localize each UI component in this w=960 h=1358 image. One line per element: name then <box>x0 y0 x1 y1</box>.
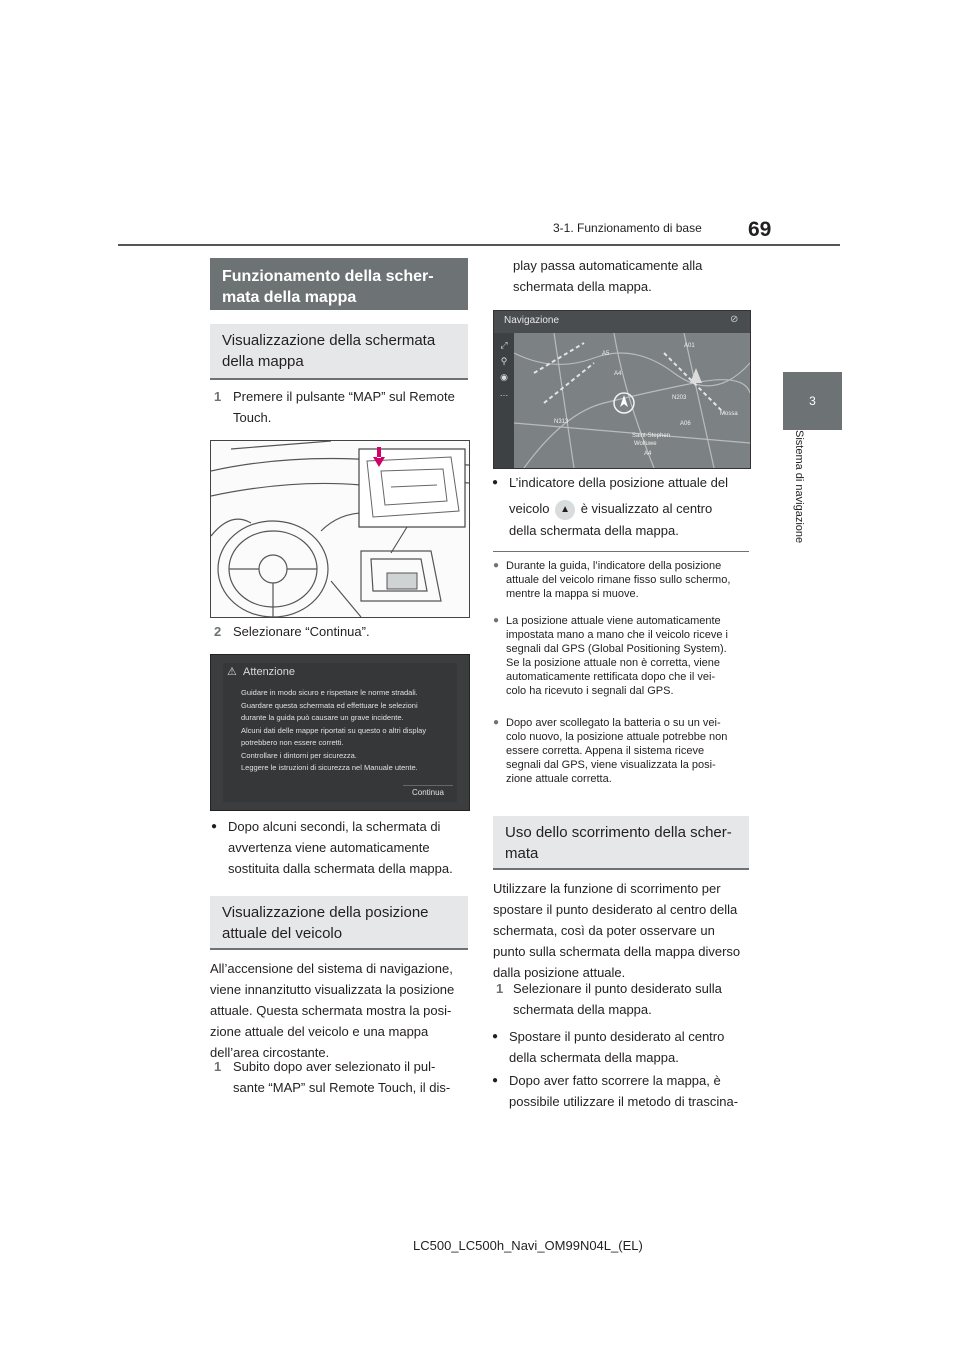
subsection-screen-scroll: Uso dello scorrimento della scher- mata <box>493 816 749 870</box>
subsection-current-position: Visualizzazione della posizione attuale del veicolo <box>210 896 468 950</box>
destination-icon[interactable]: ◉ <box>500 372 508 382</box>
step-3-number: 1 <box>214 1059 222 1074</box>
chapter-title: Sistema di navigazione <box>793 430 805 544</box>
continue-button[interactable]: Continua <box>403 785 453 800</box>
dialog-line: potrebbero non essere corretti. <box>241 738 344 747</box>
step-4-number: 1 <box>496 981 504 996</box>
section-title: 3-1. Funzionamento di base <box>553 221 702 235</box>
bullet-vehicle-indicator: ● L’indicatore della posizione attuale del veicolo ▲ è visualizzato al centro della schermata della mappa. <box>509 472 749 541</box>
dialog-line: Guardare questa schermata ed effettuare le selezioni <box>241 700 418 710</box>
dialog-line: Guidare in modo sicuro e rispettare le norme stradali. <box>241 688 418 697</box>
bullet-drag-method: ● Dopo aver fatto scorrere la mappa, è possibile utilizzare il metodo di trascina- <box>509 1070 753 1112</box>
map-title: Navigazione <box>504 315 560 326</box>
step-2-number: 2 <box>214 624 222 639</box>
note-3: ● Dopo aver scollegato la batteria o su un vei- colo nuovo, la posizione attuale potrebbe non essere corretta. Appena il sistema riceve segnali dal GPS, viene visualizzata la posi- zione attuale corretta. <box>506 716 750 786</box>
dialog-line: durante la guida può causare un grave incidente. <box>241 713 404 722</box>
document-code-footer: LC500_LC500h_Navi_OM99N04L_(EL) <box>413 1238 643 1253</box>
gps-status-icon: ⊘ <box>730 314 739 325</box>
dialog-line: Leggere le istruzioni di sicurezza nel Manuale utente. <box>241 763 418 772</box>
remote-touch-illustration <box>210 440 470 618</box>
header-rule <box>118 244 840 246</box>
notes-divider <box>493 551 749 552</box>
bullet-move-point: ● Spostare il punto desiderato al centro della schermata della mappa. <box>509 1026 753 1068</box>
dialog-message <box>241 687 453 775</box>
car-interior-drawing <box>211 441 469 617</box>
step-4-text: Selezionare il punto desiderato sulla schermata della mappa. <box>513 981 722 1017</box>
chapter-tab: 3 <box>783 372 842 430</box>
step-1-text: Premere il pulsante “MAP” sul Remote Touch. <box>233 389 455 425</box>
expand-icon[interactable]: ⤢ <box>500 340 508 350</box>
step-3-text: Subito dopo aver selezionato il pul- sante “MAP” sul Remote Touch, il dis- <box>233 1059 451 1095</box>
step-1-number: 1 <box>214 389 222 404</box>
warning-dialog <box>223 663 457 802</box>
dialog-line: Alcuni dati delle mappe riportati su questo o altri display <box>241 725 427 735</box>
bullet-warning-replaced: ● Dopo alcuni secondi, la schermata di avvertenza viene automaticamente sostituita dalla schermata della mappa. <box>228 816 468 879</box>
vehicle-indicator-icon: ▲ <box>555 500 575 520</box>
map-labels: A5 A01 N203 A4 N313 Mossa A06 Saint-Stephen Wolluwe A4 <box>554 343 738 457</box>
warning-triangle-icon: ⚠ <box>227 666 237 678</box>
navigation-map-screenshot <box>493 310 751 469</box>
warning-dialog-screenshot <box>210 654 470 811</box>
subsection-map-screen: Visualizzazione della schermata della mappa <box>210 324 468 380</box>
pin-icon[interactable]: ⚲ <box>500 356 508 366</box>
main-section-band: Funzionamento della scher- mata della mappa <box>210 258 468 310</box>
more-icon[interactable]: … <box>499 388 509 398</box>
paragraph-current-position: All’accensione del sistema di navigazione, viene innanzitutto visualizzata la posizione attuale. Questa schermata mostra la posi- zione attuale del veicolo e una mappa dell’area circostante. <box>210 961 455 1060</box>
step-2-text: Selezionare “Continua”. <box>233 624 370 639</box>
chapter-title-vertical <box>783 430 803 590</box>
page-number: 69 <box>748 218 772 241</box>
dialog-line: Controllare i dintorni per sicurezza. <box>241 750 357 760</box>
paragraph-scroll: Utilizzare la funzione di scorrimento per spostare il punto desiderato al centro della schermata, così da poter osservare un punto sulla schermata della mappa diverso dalla posizione attuale. <box>493 881 741 980</box>
note-2: ● La posizione attuale viene automaticamente impostata mano a mano che il veicolo riceve i segnali dal GPS (Global Positioning System). Se la posizione attuale non è corretta, viene automaticamente rettificata dopo che il vei- colo ha ricevuto i segnali dal GPS. <box>506 614 750 698</box>
note-1: ● Durante la guida, l’indicatore della posizione attuale del veicolo rimane fisso sullo schermo, mentre la mappa si muove. <box>506 559 750 601</box>
step-3-continued: play passa automaticamente alla schermata della mappa. <box>513 258 703 294</box>
dialog-title: Attenzione <box>243 666 295 678</box>
